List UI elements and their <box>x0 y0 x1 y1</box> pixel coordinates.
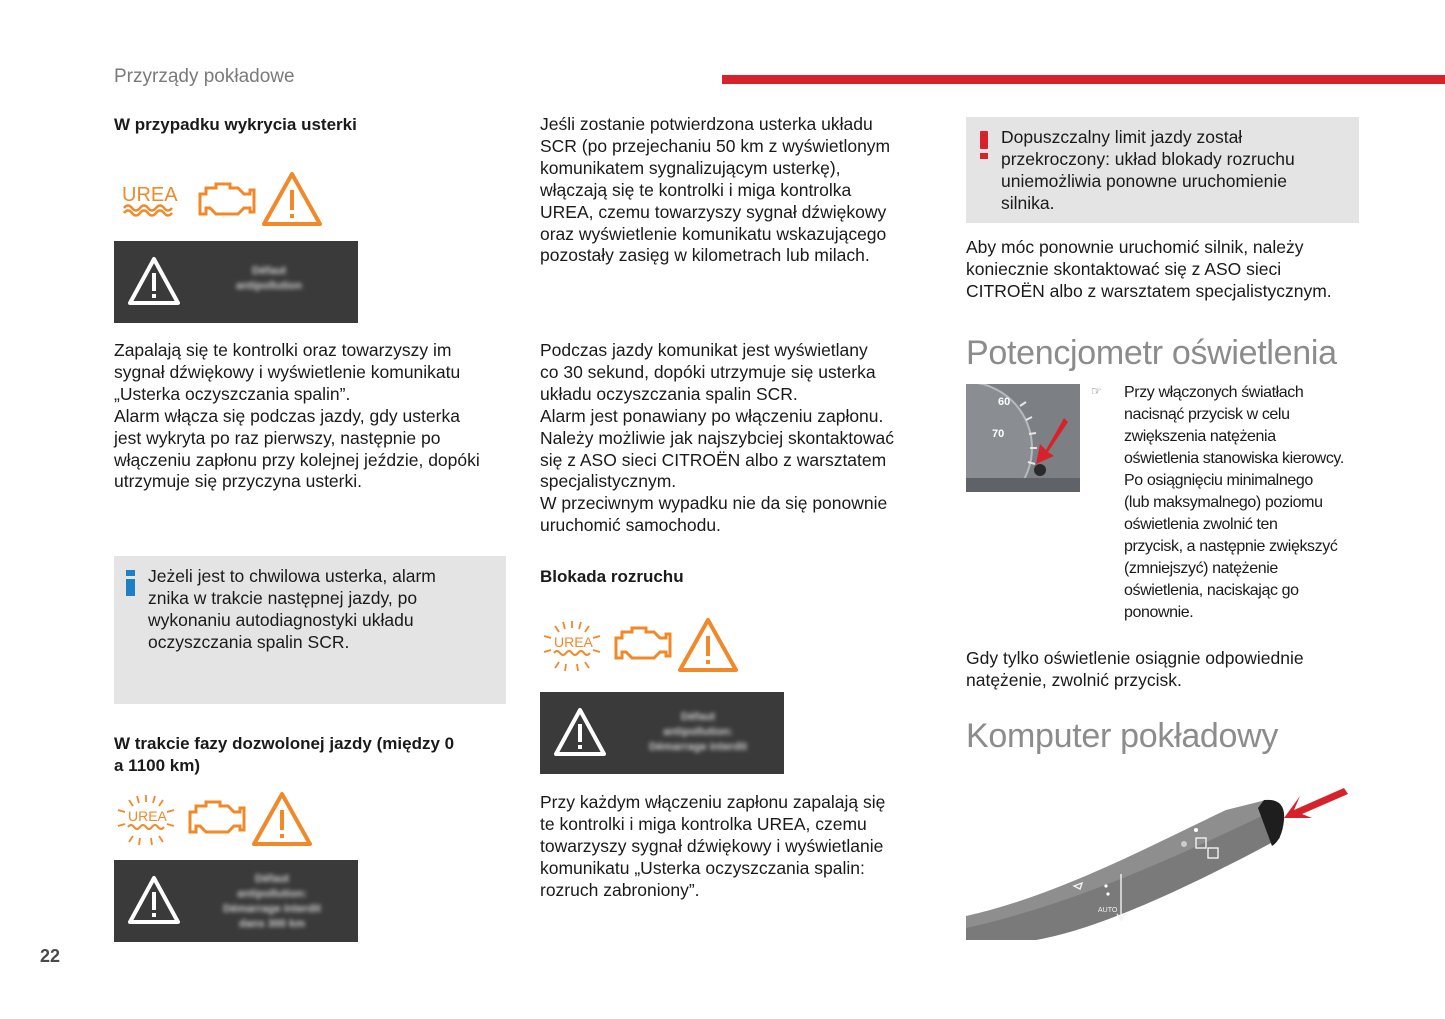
display-panel-fault <box>114 241 358 323</box>
info-icon <box>126 570 135 596</box>
dashboard-dimmer-image <box>966 384 1080 492</box>
paragraph-message-repeated: Podczas jazdy komunikat jest wyświetlany co 30 sekund, dopóki utrzymuje się usterka układu oczyszczania spalin SCR. Alarm jest ponawiany po włączeniu zapłonu. Należy możliwie jak najszybciej skontaktować się z ASO sieci CITROËN albo z warsztatem specjalistycznym. W przeciwnym wypadku nie da się ponownie uruchomić samochodu. <box>540 340 895 536</box>
pointing-hand-icon: ☞ <box>1091 384 1102 398</box>
panel-warning-icon-2 <box>126 874 182 926</box>
title-trip-computer: Komputer pokładowy <box>966 717 1279 755</box>
urea-flashing-label: UREA <box>128 808 167 824</box>
paragraph-each-ignition: Przy każdym włączeniu zapłonu zapalają się te kontrolki i miga kontrolka UREA, czemu towarzyszy sygnał dźwiękowy i wyświetlanie komunikatu „Usterka oczyszczania spalin: rozruch zabroniony”. <box>540 792 886 900</box>
panel-warning-icon <box>126 255 182 307</box>
engine-icon-3 <box>616 628 670 658</box>
warning-lights-row-3 <box>540 616 750 676</box>
page-number: 22 <box>40 946 61 966</box>
warning-triangle-icon-2 <box>254 794 310 844</box>
warning-triangle-icon-3 <box>680 620 736 670</box>
heading-allowed-driving: W trakcie fazy dozwolonej jazdy (między 0 a 1100 km) <box>114 734 455 775</box>
paragraph-release-button: Gdy tylko oświetlenie osiągnie odpowiednie natężenie, zwolnić przycisk. <box>966 648 1304 690</box>
panel-message-2: Défaut antipollution: Démarrage interdit dans 300 km <box>223 873 321 930</box>
stalk-red-arrow-icon <box>1284 788 1348 818</box>
info-box <box>114 556 506 704</box>
urea-flashing-icon <box>118 795 174 845</box>
section-title: Przyrządy pokładowe <box>114 66 295 87</box>
panel-message-3: Défaut antipollution: Démarrage interdit <box>649 711 747 753</box>
wiper-stalk-image <box>966 778 1366 940</box>
dimmer-instructions: Przy włączonych światłach nacisnąć przycisk w celu zwiększenia natężenia oświetlenia stanowiska kierowcy. Po osiągnięciu minimalnego (lub maksymalnego) poziomu oświetlenia zwolnić ten przycisk, a następnie zwiększyć (zmniejszyć) natężenie oświetlenia, naciskając go ponownie. <box>1124 384 1344 621</box>
paragraph-fault-description: Zapalają się te kontrolki oraz towarzyszy im sygnał dźwiękowy i wyświetlenie komunikatu „Usterka oczyszczania spalin”. Alarm włącza się podczas jazdy, gdy usterka jest wykryta po raz pierwszy, następnie po włączeniu zapłonu przy kolejnej jeździe, dopóki utrzymuje się przyczyna usterki. <box>114 340 480 492</box>
warning-lights-row-1 <box>114 168 334 230</box>
warning-lights-row-2 <box>114 790 324 850</box>
info-text: Jeżeli jest to chwilowa usterka, alarm znika w trakcie następnej jazdy, po wykonaniu autodiagnostyki układu oczyszczania spalin SCR. <box>148 566 436 652</box>
heading-fault-detected: W przypadku wykrycia usterki <box>114 115 357 134</box>
engine-icon <box>200 184 254 214</box>
title-lighting-dimmer: Potencjometr oświetlenia <box>966 334 1337 372</box>
stalk-auto-label: AUTO <box>1098 907 1118 914</box>
warning-box <box>966 117 1359 223</box>
urea-flashing-icon-2 <box>544 621 600 671</box>
exclamation-icon <box>980 131 988 159</box>
warning-triangle-icon <box>264 174 320 224</box>
paragraph-restart-engine: Aby móc ponownie uruchomić silnik, należy koniecznie skontaktować się z ASO sieci CITROËN albo z warsztatem specjalistycznym. <box>966 237 1332 301</box>
display-panel-allowed-driving <box>114 860 358 942</box>
section-red-bar <box>722 75 1445 84</box>
engine-icon-2 <box>190 802 244 832</box>
display-panel-start-lock <box>540 692 784 774</box>
red-arrow-icon <box>1036 418 1068 464</box>
urea-flashing-label-2: UREA <box>554 634 593 650</box>
dimmer-button <box>1034 464 1046 476</box>
gauge-60-label: 60 <box>998 396 1011 408</box>
warning-text: Dopuszczalny limit jazdy został przekroczony: układ blokady rozruchu uniemożliwia ponowne uruchomienie silnika. <box>1001 127 1295 213</box>
panel-warning-icon-3 <box>552 706 608 758</box>
paragraph-scr-confirmed: Jeśli zostanie potwierdzona usterka układu SCR (po przejechaniu 50 km z wyświetlonym komunikatem sygnalizującym usterkę), włączają się te kontrolki i miga kontrolka UREA, czemu towarzyszy sygnał dźwiękowy oraz wyświetlenie komunikatu wskazującego pozostały zasięg w kilometrach lub milach. <box>540 114 891 266</box>
panel-message: Défaut antipollution <box>236 265 302 292</box>
urea-icon-label: UREA <box>122 184 178 206</box>
urea-icon <box>122 184 178 216</box>
heading-start-lock: Blokada rozruchu <box>540 567 684 586</box>
gauge-70-label: 70 <box>992 428 1005 440</box>
